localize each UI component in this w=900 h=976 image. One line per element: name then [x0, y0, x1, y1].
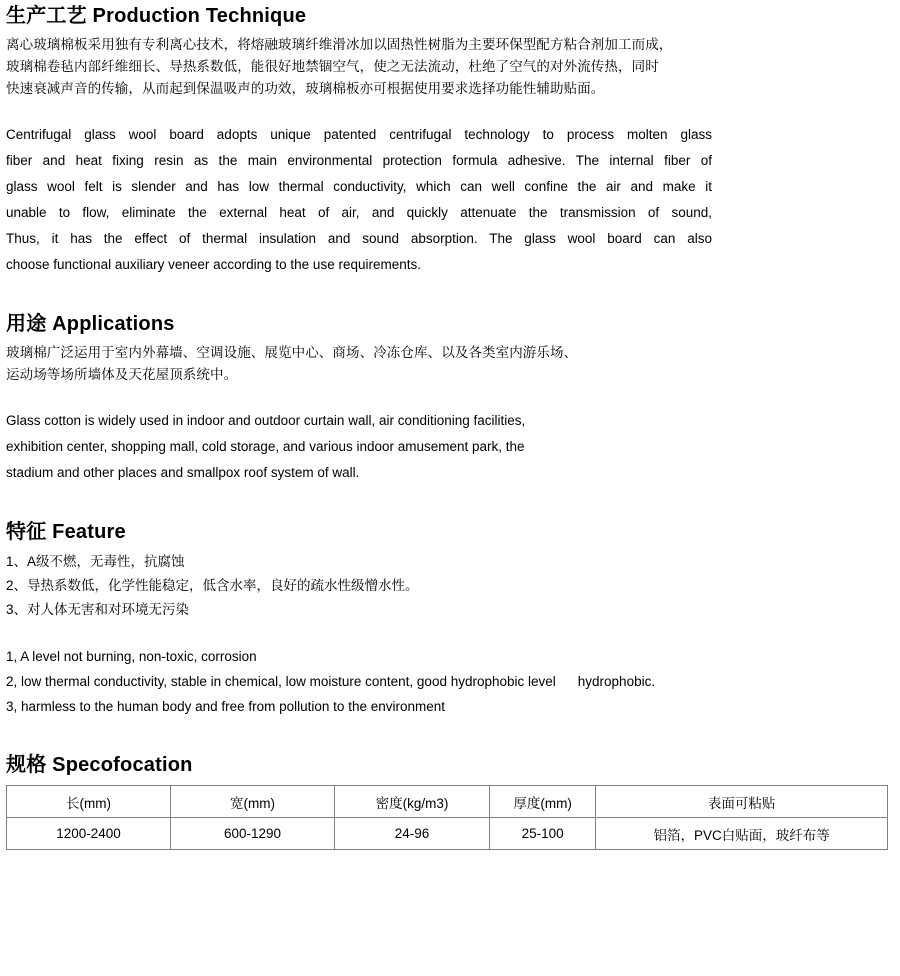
production-cn-line: 离心玻璃棉板采用独有专利离心技术，将熔融玻璃纤维滑冰加以固热性树脂为主要环保型配方粘合剂加工而成，: [6, 37, 673, 52]
table-header-cell-width: 宽(mm): [171, 786, 335, 818]
feature-heading: 特征 Feature: [6, 521, 126, 543]
feature-cn-item: 3、对人体无害和对环境无污染: [6, 602, 190, 617]
section-applications: [0, 312, 900, 486]
table-header-row: [7, 786, 888, 818]
section-specification: [0, 753, 900, 777]
table-cell-width: 600-1290: [171, 818, 335, 850]
applications-en-line: stadium and other places and smallpox roof system of wall.: [6, 465, 360, 480]
production-english-paragraph: [6, 122, 712, 278]
production-en-line: unable to flow, eliminate the external heat of air, and quickly attenuate the transmission of sound,: [6, 205, 712, 220]
table-row: [7, 818, 888, 850]
table-header-cell-density: 密度(kg/m3): [335, 786, 490, 818]
applications-cn-line: 运动场等场所墙体及天花屋顶系统中。: [6, 367, 238, 382]
production-en-line: choose functional auxiliary veneer according to the use requirements.: [6, 257, 421, 272]
feature-en-item: 1, A level not burning, non-toxic, corrosion: [6, 649, 257, 664]
feature-english-list: [6, 644, 894, 719]
section-feature: [0, 520, 900, 719]
production-chinese-paragraph: [6, 34, 894, 100]
feature-cn-item: 1、A级不燃，无毒性，抗腐蚀: [6, 554, 185, 569]
table-cell-length: 1200-2400: [7, 818, 171, 850]
table-cell-surface: 铝箔，PVC白贴面，玻纤布等: [596, 818, 888, 850]
feature-en-item-2: [6, 669, 894, 694]
feature-chinese-list: [6, 550, 894, 622]
table-cell-density: 24-96: [335, 818, 490, 850]
table-cell-thickness: 25-100: [490, 818, 596, 850]
applications-english-paragraph: [6, 408, 666, 486]
applications-cn-line: 玻璃棉广泛运用于室内外幕墙、空调设施、展览中心、商场、冷冻仓库、以及各类室内游乐场、: [6, 345, 578, 360]
table-header-cell-length: 长(mm): [7, 786, 171, 818]
production-cn-line: 快速衰减声音的传输，从而起到保温吸声的功效，玻璃棉板亦可根据使用要求选择功能性辅助贴面。: [6, 81, 605, 96]
feature-cn-item: 2、导热系数低，化学性能稳定，低含水率，良好的疏水性级憎水性。: [6, 578, 419, 593]
table-header-cell-thickness: 厚度(mm): [490, 786, 596, 818]
table-header-cell-surface: 表面可粘贴: [596, 786, 888, 818]
applications-en-line: exhibition center, shopping mall, cold storage, and various indoor amusement park, the: [6, 439, 525, 454]
applications-chinese-paragraph: [6, 342, 894, 386]
production-heading: 生产工艺 Production Technique: [6, 5, 307, 27]
production-en-line: Centrifugal glass wool board adopts unique patented centrifugal technology to process molten glass: [6, 127, 712, 142]
production-cn-line: 玻璃棉卷毡内部纤维细长、导热系数低，能很好地禁锢空气，使之无法流动，杜绝了空气的对外流传热，同时: [6, 59, 659, 74]
specification-table: [6, 785, 888, 850]
specification-heading: 规格 Specofocation: [6, 754, 193, 776]
production-en-line: glass wool felt is slender and has low thermal conductivity, which can well confine the air and make it: [6, 179, 712, 194]
feature-en-item-2-text: 2, low thermal conductivity, stable in chemical, low moisture content, good hydrophobic level: [6, 674, 556, 689]
applications-en-line: Glass cotton is widely used in indoor and outdoor curtain wall, air conditioning facilities,: [6, 413, 526, 428]
section-production-technique: [0, 0, 900, 278]
feature-en-item-2-extra: hydrophobic.: [577, 674, 656, 689]
production-en-line: Thus, it has the effect of thermal insulation and sound absorption. The glass wool board can also: [6, 231, 712, 246]
applications-heading: 用途 Applications: [6, 313, 175, 335]
production-en-line: fiber and heat fixing resin as the main environmental protection formula adhesive. The internal fiber of: [6, 153, 712, 168]
feature-en-item: 3, harmless to the human body and free from pollution to the environment: [6, 699, 446, 714]
